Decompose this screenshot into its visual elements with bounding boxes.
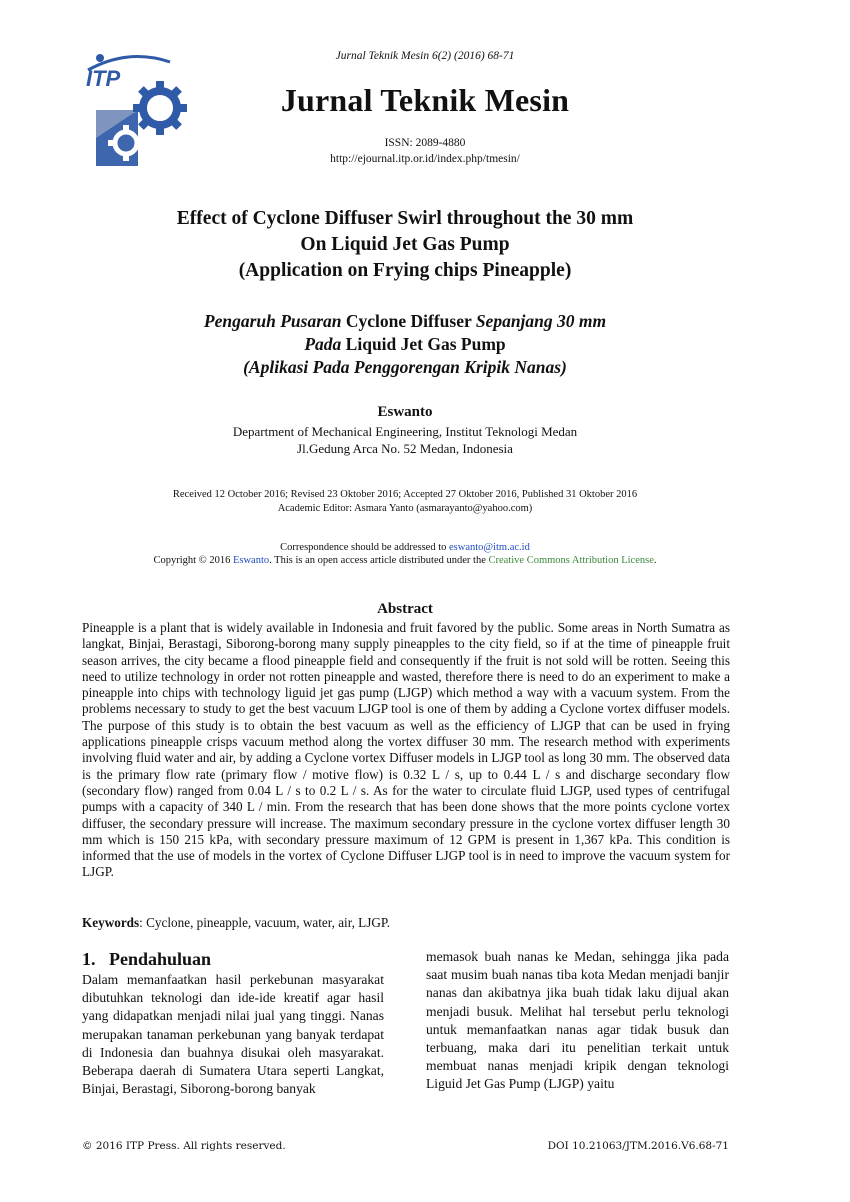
journal-meta — [0, 135, 850, 167]
section-heading: 1. Pendahuluan — [82, 949, 212, 969]
keywords-text: : Cyclone, pineapple, vacuum, water, air, LJGP. — [139, 915, 391, 930]
affiliation-line: Department of Mechanical Engineering, Institut Teknologi Medan — [232, 424, 578, 439]
copyright-line: Copyright © 2016 Eswanto. This is an open access article distributed under the Creative Commons Attribution License. — [153, 555, 657, 566]
correspondence — [0, 541, 810, 567]
article-history — [0, 488, 810, 516]
affiliation-line: Jl.Gedung Arca No. 52 Medan, Indonesia — [297, 441, 513, 456]
footer-doi: DOI 10.21063/JTM.2016.V6.68-71 — [547, 1140, 729, 1152]
issn: ISSN: 2089-4880 — [384, 137, 466, 149]
journal-url[interactable]: http://ejournal.itp.or.id/index.php/tmesin/ — [330, 153, 520, 165]
email-link[interactable]: eswanto@itm.ac.id — [449, 542, 530, 553]
author-affiliation — [0, 423, 810, 457]
correspondence-line: Correspondence should be addressed to eswanto@itm.ac.id — [280, 542, 530, 553]
academic-editor: Academic Editor: Asmara Yanto (asmarayanto@yahoo.com) — [277, 503, 533, 514]
license-link[interactable]: Creative Commons Attribution License — [488, 555, 654, 566]
title-line: Pengaruh Pusaran Cyclone Diffuser Sepanjang 30 mm — [203, 311, 607, 331]
keywords-label: Keywords — [82, 915, 140, 930]
title-line: Pada Liquid Jet Gas Pump — [304, 334, 506, 354]
title-line: (Application on Frying chips Pineapple) — [238, 260, 572, 281]
footer-copyright: © 2016 ITP Press. All rights reserved. — [82, 1140, 286, 1152]
running-head: Jurnal Teknik Mesin 6(2) (2016) 68-71 — [335, 50, 515, 62]
abstract-heading: Abstract — [377, 601, 433, 617]
body-column-right: memasok buah nanas ke Medan, sehingga jika pada saat musim buah nanas tiba kota Medan menjadi banjir nanas dan akibatnya jika buah tidak laku dijual akan menjadi busuk. Melihat hal tersebut perlu teknologi untuk memanfaatkan nanas agar tidak busuk dan terbuang, maka dari itu penelitian terkait untuk membuat nanas menjadi kripik dengan teknologi Liguid Jet Gas Pump (LJGP) yaitu — [426, 949, 729, 1092]
article-title-indonesian — [80, 310, 730, 379]
keywords — [82, 915, 730, 931]
svg-text:ITP: ITP — [86, 66, 121, 91]
author-link[interactable]: Eswanto — [232, 555, 270, 566]
history-dates: Received 12 October 2016; Revised 23 Oktober 2016; Accepted 27 Oktober 2016, Published 31 Oktober 2016 — [172, 489, 638, 500]
body-column-left: Dalam memanfaatkan hasil perkebunan masyarakat dibutuhkan teknologi dan ide-ide kreatif agar hasil yang didapatkan menjadi nilai jual yang tinggi. Nanas merupakan tanaman perkebunan yang banyak terdapat di Indonesia dan buahnya disukai oleh masyarakat. Beberapa daerah di Sumatera Utara seperti Langkat, Binjai, Berastagi, Siborong-borong banyak — [82, 972, 384, 1097]
article-title-english — [80, 206, 730, 284]
title-line: On Liquid Jet Gas Pump — [300, 234, 510, 255]
author-name: Eswanto — [377, 404, 433, 420]
title-line: (Aplikasi Pada Penggorengan Kripik Nanas) — [243, 357, 567, 377]
abstract-body: Pineapple is a plant that is widely available in Indonesia and fruit favored by the public. Some areas in North Sumatra as langkat, Binjai, Berastagi, Siborong-borong many supply pineapples to the city field, so if at the time of pineapple fruit season arrives, the city became a flood pineapple field and consequently if the fruit is not sold will be rotten. Seeing this need to utilize technology in order not rotten pineapple and wasted, therefore there is need to do an experiment to make a pineapple into chips with technology liguid jet gas pump (LJGP) which method a way with a vacuum system. From the problems necessary to study to get the best vacuum LJGP tool is one of them by adding a Cyclone vortex diffuser models. The purpose of this study is to obtain the best vacuum as well as the efficiency of LJGP that can be used in frying applications pineapple crisps vacuum method along the vortex diffuser 30 mm. The research method with experiments involving fluid water and air, by adding a Cyclone vortex Diffuser models in LJGP tool as long 30 mm. The observed data is the primary flow rate (primary flow / motive flow) is 0.32 L / s, up to 0.44 L / s and discharge secondary flow (secondary flow) ranged from 0.04 L / s to 0.2 L / s. As for the water to circulate fluid LJGP, used types of centrifugal pumps with a capacity of 340 L / min. From the research that has been done shows that the more points cyclone vortex diffuser, the secondary pressure will increase. The maximum secondary pressure in the cyclone vortex diffuser length 30 mm which is 150 215 kPa, with secondary pressure maximum of 12 GPM is present in 1,367 kPa. This condition is informed that the use of models in the vortex of Cyclone Diffuser LJGP tool is in need to improve the vacuum system for LJGP. — [82, 620, 730, 880]
journal-title: Jurnal Teknik Mesin — [280, 82, 570, 118]
title-line: Effect of Cyclone Diffuser Swirl throughout the 30 mm — [176, 208, 634, 229]
